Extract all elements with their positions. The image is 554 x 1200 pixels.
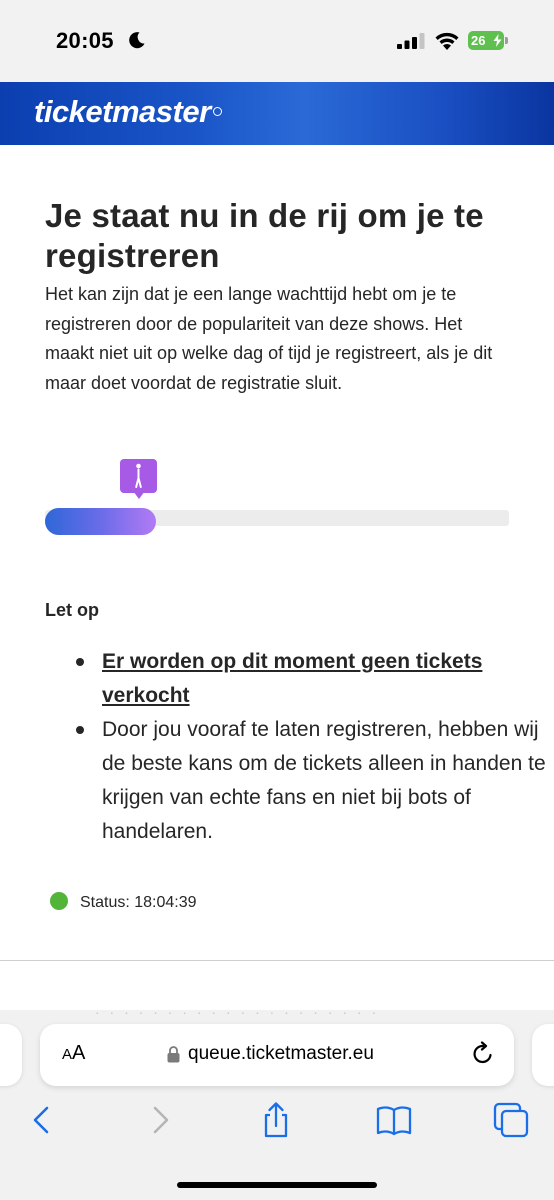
battery-charging-icon [468, 31, 508, 50]
ticketmaster-logo[interactable]: ticketmaster [34, 94, 211, 129]
notice-heading: Let op [45, 600, 99, 620]
status-indicator-dot [50, 892, 68, 910]
cellular-signal-icon [397, 33, 425, 49]
aa-small-letter: A [62, 1046, 73, 1063]
url-text[interactable]: queue.ticketmaster.eu [188, 1043, 374, 1064]
battery-tip [505, 37, 508, 44]
tabs-icon[interactable] [491, 1100, 531, 1140]
content-divider [0, 960, 554, 961]
marker-tip [133, 491, 145, 499]
aa-large-letter: A [72, 1042, 86, 1064]
status-text: Status: 18:04:39 [80, 894, 197, 911]
status-time: 20:05 [56, 28, 114, 53]
queue-position-marker [120, 459, 157, 500]
queue-progress-fill [45, 508, 156, 535]
bookmarks-book-icon[interactable] [374, 1100, 414, 1140]
notice-item [102, 645, 552, 713]
page-settings-button[interactable] [62, 1042, 85, 1065]
lock-icon [167, 1046, 180, 1063]
address-bar[interactable] [40, 1024, 514, 1086]
moon-icon [128, 31, 146, 49]
wifi-icon [434, 31, 460, 51]
registered-mark-icon [213, 107, 222, 116]
no-tickets-link[interactable]: Er worden op dit moment geen tickets verkocht [102, 650, 483, 707]
forward-chevron-icon[interactable] [141, 1100, 181, 1140]
next-tab-peek[interactable] [532, 1024, 554, 1086]
charging-bolt-icon [493, 34, 502, 47]
status-bar [0, 0, 554, 82]
intro-text: Het kan zijn dat je een lange wachttijd hebt om je te registreren door de populariteit van deze shows. Het maakt niet uit op welke dag of tijd je registreert, als je dit maar doet voordat de registratie sluit. [45, 284, 493, 393]
walking-person-icon [130, 463, 147, 489]
reload-icon[interactable] [470, 1041, 496, 1067]
battery-level: 26 [468, 31, 504, 50]
home-indicator[interactable] [177, 1182, 377, 1188]
content-behind-address-bar: · · · · · · · · · · · · · · · · · · · · [95, 1004, 380, 1014]
back-chevron-icon[interactable] [21, 1100, 61, 1140]
share-icon[interactable] [256, 1100, 296, 1140]
page-title: Je staat nu in de rij om je te registreren [45, 197, 484, 274]
notice-item [102, 713, 552, 849]
previous-tab-peek[interactable] [0, 1024, 22, 1086]
notice-list [70, 645, 552, 849]
notice-text: Door jou vooraf te laten registreren, hebben wij de beste kans om de tickets alleen in handen te krijgen van echte fans en niet bij bots of handelaren. [102, 718, 546, 843]
